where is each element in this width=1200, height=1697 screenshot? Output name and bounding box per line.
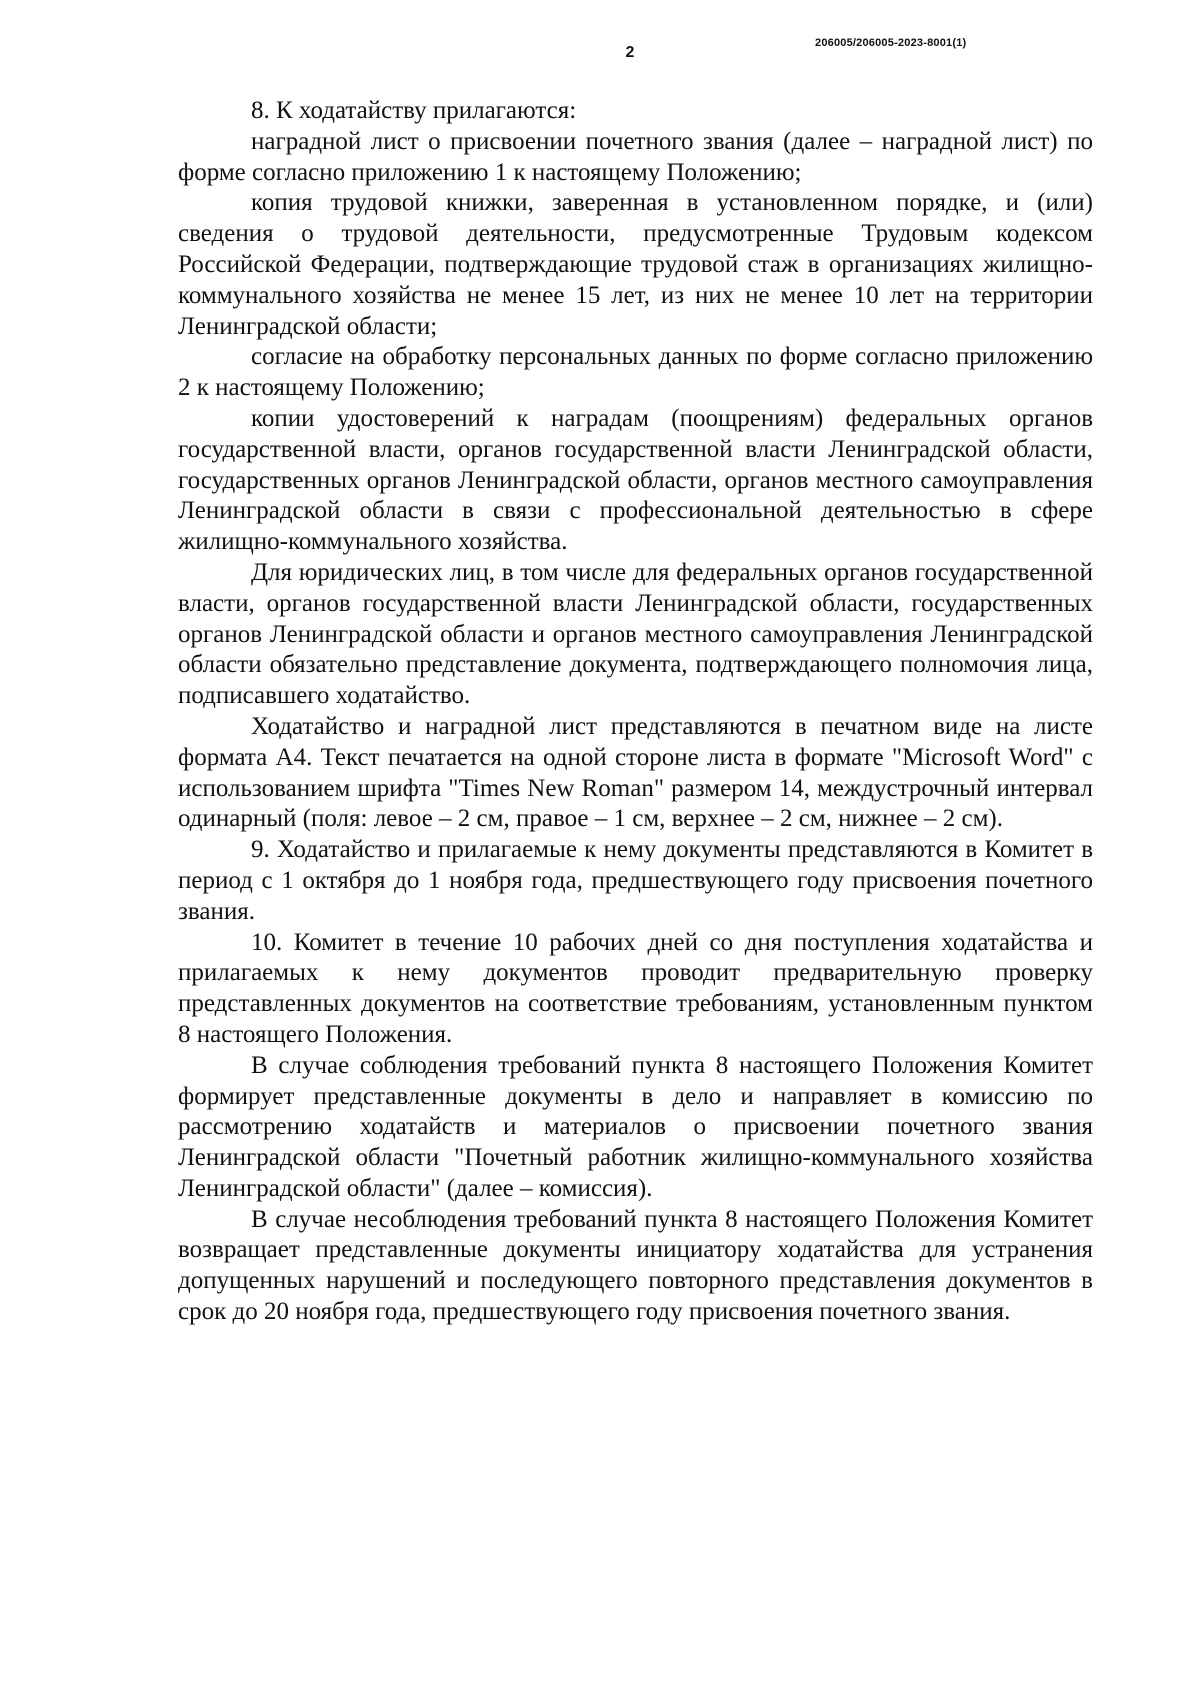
document-id: 206005/206005-2023-8001(1) [815, 37, 967, 49]
paragraph-print-format: Ходатайство и наградной лист представляются в печатном виде на листе формата А4. Текст печатается на одной стороне листа в формате "Microsoft Word" с использованием шрифта "Times New Roman" размером 14, междустрочный интервал одинарный (поля: левое – 2 см, правое – 1 см, верхнее – 2 см, нижнее – 2 см). [178, 712, 1093, 833]
paragraph-work-record: копия трудовой книжки, заверенная в установленном порядке, и (или) сведения о трудовой деятельности, предусмотренные Трудовым кодексом Российской Федерации, подтверждающие трудовой стаж в организациях жилищно-коммунального хозяйства не менее 15 лет, из них не менее 10 лет на территории Ленинградской области; [178, 189, 1093, 340]
paragraph-compliance: В случае соблюдения требований пункта 8 настоящего Положения Комитет формирует представленные документы в дело и направляет в комиссию по рассмотрению ходатайств и материалов о присвоении почетного звания Ленинградской области "Почетный работник жилищно-коммунального хозяйства Ленинградской области" (далее – комиссия). [178, 1051, 1093, 1202]
paragraph-personal-data-consent: согласие на обработку персональных данных по форме согласно приложению 2 к настоящему Положению; [178, 343, 1093, 402]
paragraph-item-8-attachments: 8. К ходатайству прилагаются: [251, 97, 577, 124]
paragraph-award-sheet: наградной лист о присвоении почетного звания (далее – наградной лист) по форме согласно приложению 1 к настоящему Положению; [178, 127, 1093, 186]
paragraph-item-9-submission: 9. Ходатайство и прилагаемые к нему документы представляются в Комитет в период с 1 октября до 1 ноября года, предшествующего году присвоения почетного звания. [178, 836, 1093, 925]
page-number: 2 [625, 44, 635, 61]
document-body [178, 96, 1093, 1328]
paragraph-non-compliance: В случае несоблюдения требований пункта 8 настоящего Положения Комитет возвращает представленные документы инициатору ходатайства для устранения допущенных нарушений и последующего повторного представления документов в срок до 20 ноября года, предшествующего году присвоения почетного звания. [178, 1205, 1093, 1326]
paragraph-legal-entities: Для юридических лиц, в том числе для федеральных органов государственной власти, органов государственной власти Ленинградской области, государственных органов Ленинградской области и органов местного самоуправления Ленинградской области обязательно представление документа, подтверждающего полномочия лица, подписавшего ходатайство. [178, 558, 1093, 710]
paragraph-award-certificates: копии удостоверений к наградам (поощрениям) федеральных органов государственной власти, органов государственной власти Ленинградской области, государственных органов Ленинградской области, органов местного самоуправления Ленинградской области в связи с профессиональной деятельностью в сфере жилищно-коммунального хозяйства. [178, 404, 1093, 556]
paragraph-item-10-review: 10. Комитет в течение 10 рабочих дней со дня поступления ходатайства и прилагаемых к нему документов проводит предварительную проверку представленных документов на соответствие требованиям, установленным пунктом 8 настоящего Положения. [178, 928, 1093, 1048]
